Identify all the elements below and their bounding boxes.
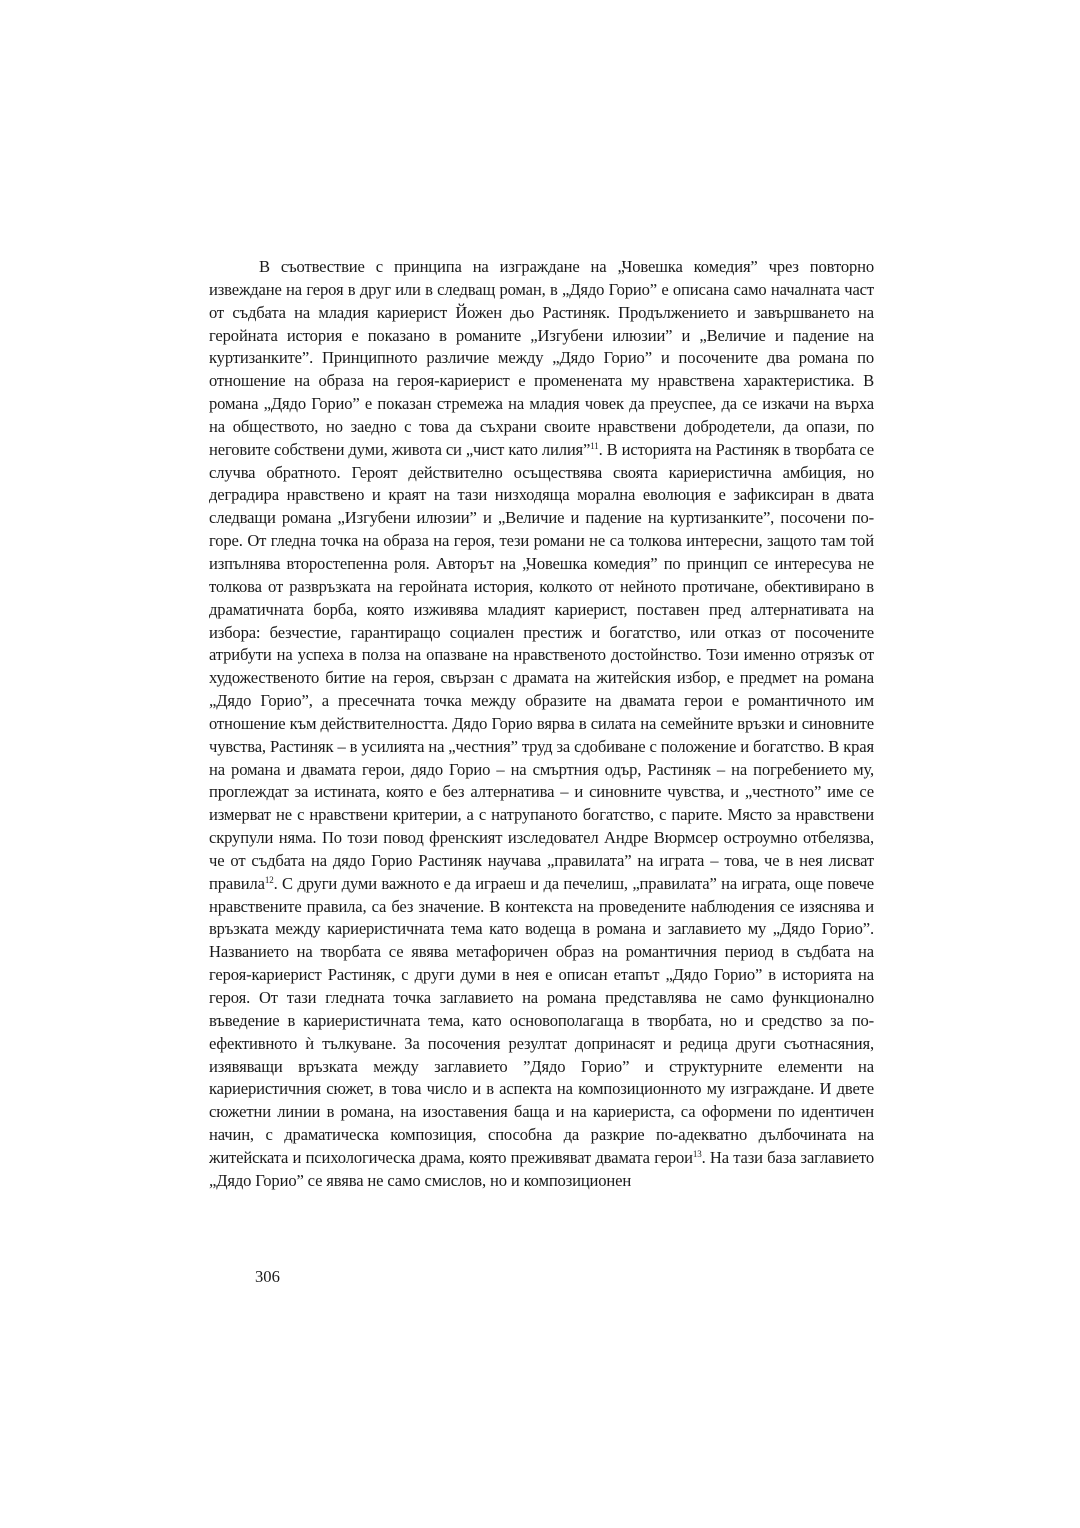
body-paragraph <box>209 256 874 1193</box>
footnote-ref-12: 12 <box>264 874 274 885</box>
footnote-ref-11: 11 <box>590 440 599 451</box>
page-number: 306 <box>255 1267 280 1286</box>
paragraph-text-2: . В историята на Растиняк в творбата се случва обратното. Героят действително осъществява своята кариеристична амбиция, но деградира нравствено и краят на тази низходяща морална еволюция е зафиксиран в двата следващи романа „Изгубени илюзии” и „Величие и падение на куртизанките”, посочени по-горе. От гледна точка на образа на героя, тези романи не са толкова интересни, защото там той изпълнява второстепенна роля. Авторът на „Човешка комедия” по принцип се интересува не толкова от развръзката на геройната история, колкото от нейното протичане, обективирано в драматичната борба, която изживява младият кариерист, поставен пред алтернативата на избора: безчестие, гарантиращо социален престиж и богатство, или отказ от посочените атрибути на успеха в полза на опазване на нравственото достойнство. Този именно отрязък от художественото битие на героя, свързан с драмата на житейския избор, е предмет на романа „Дядо Горио”, а пресечната точка между образите на двамата герои е романтичното им отношение към действителността. Дядо Горио вярва в силата на семейните връзки и синовните чувства, Растиняк – в усилията на „честния” труд за сдобиване с положение и богатство. В края на романа и двамата герои, дядо Горио – на смъртния одър, Растиняк – на погребението му, проглеждат за истината, която е без алтернатива – и синовните чувства, и „честното” име се измерват не с нравствени критерии, а с натрупаното богатство, с парите. Място за нравствени скрупули няма. По този повод френският изследовател Андре Вюрмсер остроумно отбелязва, че от съдбата на дядо Горио Растиняк научава „правилата” на играта – това, че в нея лисват правила <box>209 439 874 893</box>
paragraph-text-3: . С други думи важното е да играеш и да печелиш, „правилата” на играта, още повече нравствените правила, са без значение. В контекста на проведените наблюдения се изяснява и връзката между кариеристичната тема като водеща в романа и заглавието му „Дядо Горио”. Названието на творбата се явява метафоричен образ на романтичния период в съдбата на героя-кариерист Растиняк, с други думи в нея е описан етапът „Дядо Горио” в историята на героя. От тази гледната точка заглавието на романа представлява не само функционално въведение в кариеристичната тема, като основополагаща в творбата, но и средство за по-ефективното ѝ тълкуване. За посочения резултат допринасят и редица други съотнасяния, изявяващи връзката между заглавието ”Дядо Горио” и структурните елементи на кариеристичния сюжет, в това число и в аспекта на композиционното му изграждане. И двете сюжетни линии в романа, на изоставения баща и на кариериста, са оформени по идентичен начин, с драматическа композиция, способна да разкрие по-адекватно дълбочината на житейската и психологическа драма, която преживяват двамата герои <box>209 873 874 1167</box>
paragraph-text-1: В съотвествие с принципа на изграждане на „Човешка комедия” чрез повторно извеждане на героя в друг или в следващ роман, в „Дядо Горио” е описана само началната част от съдбата на младия кариерист Йожен дьо Растиняк. Продължението и завършването на геройната история е показано в романите „Изгубени илюзии” и „Величие и падение на куртизанките”. Принципното различие между „Дядо Горио” и посочените два романа по отношение на образа на героя-кариерист е променената му нравствена характеристика. В романа „Дядо Горио” е показан стремежа на младия човек да преуспее, да се изкачи на върха на обществото, но заедно с това да съхрани своите нравствени добродетели, да опази, по неговите собствени думи, живота си „чист като лилия” <box>209 257 874 459</box>
paragraph-text-4: . На тази база заглавието „Дядо Горио” се явява не само смислов, но и композиционен <box>209 1147 874 1190</box>
footnote-ref-13: 13 <box>692 1148 702 1159</box>
